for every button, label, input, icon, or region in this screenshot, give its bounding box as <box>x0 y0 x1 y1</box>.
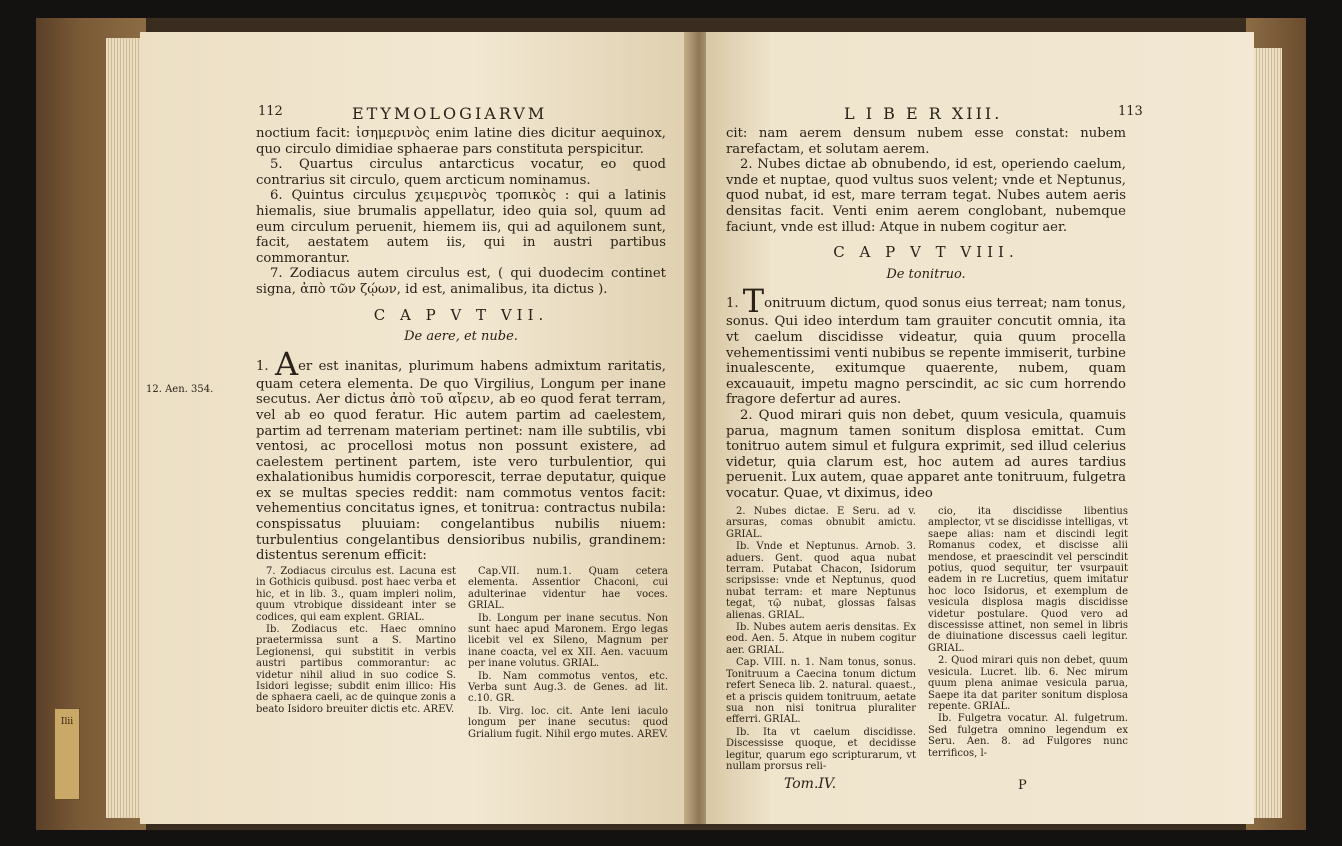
footnote: Ib. Zodiacus etc. Haec omnino praetermissa sunt a S. Martino Legionensi, qui substitit in verbis austri partibus commorantur: ac videtur nihil aliud in suo codice S. Isidori legisse; subdit enim illico: His de sphaera caeli, ac de quinque zonis a beato Isidoro breuiter dictis etc. AREV. <box>256 624 456 715</box>
left-page <box>140 32 688 824</box>
margin-reference: 12. Aen. 354. <box>146 384 214 395</box>
footnote: Ib. Ita vt caelum discidisse. Discessisse quoque, et decidisse legitur, quarum ego scripturarum, vt nullam prorsus reli- <box>726 726 916 772</box>
signature-volume: Tom.IV. <box>784 776 837 792</box>
footnote: cio, ita discidisse libentius amplector, vt se discidisse intelligas, vt saepe alias: nam et discindi legit Romanus codex, et discisse alii mendose, et praescindit vel perscindit potius, quod sequitur, ter vsurpauit eadem in re Lucretius, quem imitatur hoc loco Isidorus, et exemplum de vesicula displosa magis discidisse videtur postulare. Quod vero ad discessisse attinet, non semel in libris de diuinatione discessus caeli legitur. GRIAL. <box>928 506 1128 654</box>
chapter-subtitle: De tonitruo. <box>886 266 966 282</box>
running-head: ETYMOLOGIARVM <box>352 104 548 123</box>
right-page <box>706 32 1254 824</box>
paragraph: 5. Quartus circulus antarcticus vocatur, eo quod contrarius sit circulo, quem arcticum nominamus. <box>256 157 666 188</box>
page-number: 113 <box>1118 104 1143 119</box>
left-footnotes <box>256 566 668 806</box>
chapter-text: onitruum dictum, quod sonus eius terreat; nam tonus, sonus. Qui ideo interdum tam grauiter concutit omnia, ita vt caelum discidisse videatur, quia quum procella vehementissimi venti nubibus se repente immiserit, turbine inualescente, exitumque quaerente, nubem, quam excauauit, impetu magno perscindit, ac sic cum horrendo fragore defertur ad aures. <box>726 296 1126 408</box>
footnote: 2. Nubes dictae. E Seru. ad v. arsuras, comas obnubit amictu. GRIAL. <box>726 506 916 540</box>
footnote: 2. Quod mirari quis non debet, quum vesicula. Lucret. lib. 6. Nec mirum quum plena animae vesicula parua, Saepe ita dat pariter sonitum displosa repente. GRIAL. <box>928 655 1128 712</box>
chapter-text: er est inanitas, plurimum habens admixtum raritatis, quam cetera elementa. De quo Virgilius, Longum per inane secutus. Aer dictus ἀπὸ τοῦ αἴρειν, ab eo quod ferat terram, vel ab eo quod feratur. Hic autem partim ad caelestem, partim ad terrenam materiam pertinet: nam ille subtilis, vbi ventosi, ac procellosi motus non possunt existere, ad caelestem pertinent partem, iste vero turbulentior, qui exhalationibus humidis corporescit, terrae deputatur, quique ex se multas species reddit: nam commotus ventos facit: vehementius concitatus ignes, et tonitrua: contractus nubila: conspissatus pluuiam: congelantibus nubilis niuem: turbulentius congelantibus densioribus nubilis, grandinem: distentus serenum efficit: <box>256 358 666 564</box>
paragraph: 6. Quintus circulus χειμερινὸς τροπικὸς : qui a latinis hiemalis, siue brumalis appellatur, ideo quia sol, quum ad eum circulum peruenit, hiemem iis, qui ad aquilonem sunt, facit, aestatem autem iis, qui in austri partibus commorantur. <box>256 188 666 266</box>
page-number: 112 <box>258 104 283 119</box>
footnote-column-2 <box>928 506 1128 760</box>
drop-cap: T <box>742 282 765 321</box>
footnote: Ib. Virg. loc. cit. Ante leni iaculo longum per inane secutus: quod Grialium fugit. Nihil ergo mutes. AREV. <box>468 705 668 740</box>
paragraph: cit: nam aerem densum nubem esse constat: nubem rarefactam, et solutam aerem. <box>726 126 1126 157</box>
paragraph: 2. Nubes dictae ab obnubendo, id est, operiendo caelum, vnde et nuptae, quod vultus suos velent; vnde et Neptunus, quod nubat, id est, mare terram tegat. Nubes autem aeris densitas facit. Venti enim aerem conglobant, nubemque faciunt, vnde est illud: Atque in nubem cogitur aer. <box>726 157 1126 235</box>
paragraph: noctium facit: ἰσημερινὸς enim latine dies dicitur aequinox, quo circulo dimidiae sphaerae pars constituta perspicitur. <box>256 126 666 157</box>
footnote: 7. Zodiacus circulus est. Lacuna est in Gothicis quibusd. post haec verba et hic, et in lib. 3., quam impleri nolim, quum vtrobique dissideant inter se codices, qui eam explent. GRIAL. <box>256 566 456 623</box>
chapter-subtitle: De aere, et nube. <box>404 329 518 345</box>
footnote: Ib. Longum per inane secutus. Non sunt haec apud Maronem. Ergo legas licebit vel ex Sileno, Magnum per inane coacta, vel ex XII. Aen. vacuum per inane volutus. GRIAL. <box>468 612 668 670</box>
footnote: Ib. Fulgetra vocatur. Al. fulgetrum. Sed fulgetra omnino legendum ex Seru. Aen. 8. ad Fulgores nunc terrificos, l- <box>928 713 1128 759</box>
chapter-title: C A P V T VII. <box>373 305 549 324</box>
running-head: L I B E R XIII. <box>844 104 1003 123</box>
chapter-paragraph <box>726 282 1126 408</box>
footnote: Cap.VII. num.1. Quam cetera elementa. Assentior Chaconi, cui adulterinae videntur hae voces. GRIAL. <box>468 566 668 612</box>
footnote-column-1 <box>726 506 916 773</box>
footnote-column-1 <box>256 566 456 716</box>
paragraph-number: 1. <box>726 296 739 312</box>
chapter-paragraph <box>256 344 666 564</box>
right-main-text <box>726 126 1126 501</box>
left-main-text <box>256 126 666 564</box>
footnote: Ib. Nam commotus ventos, etc. Verba sunt Aug.3. de Genes. ad lit. c.10. GR. <box>468 670 668 705</box>
drop-cap: A <box>275 344 299 383</box>
chapter-title: C A P V T VIII. <box>833 243 1019 262</box>
right-footnotes <box>726 506 1128 776</box>
footnote: Ib. Nubes autem aeris densitas. Ex eod. Aen. 5. Atque in nubem cogitur aer. GRIAL. <box>726 622 916 656</box>
footnote-column-2 <box>468 566 668 741</box>
paragraph: 7. Zodiacus autem circulus est, ( qui duodecim continet signa, ἀπὸ τῶν ζῴων, id est, animalibus, ita dictus ). <box>256 266 666 297</box>
footnote: Ib. Vnde et Neptunus. Arnob. 3. aduers. Gent. quod aqua nubat terram. Putabat Chacon, Isidorum scripsisse: vnde et Neptunus, quod nubat terram: et mare Neptunus tegat, τῷ nubat, glossas falsas alienas. GRIAL. <box>726 541 916 621</box>
footnote: Cap. VIII. n. 1. Nam tonus, sonus. Tonitruum a Caecina tonum dictum refert Seneca lib. 2. natural. quaest., et a priscis quidem tonitruum, aetate sua non nisi tonitrua pluraliter efferri. GRIAL. <box>726 657 916 726</box>
paragraph: 2. Quod mirari quis non debet, quum vesicula, quamuis parua, magnum tamen sonitum displosa emittat. Cum tonitruo autem simul et fulgura exprimit, sed illud celerius videtur, quia clarum est, hoc autem ad aures tardius peruenit. Lux autem, quae apparet ante tonitruum, fulgetra vocatur. Quae, vt diximus, ideo <box>726 407 1126 501</box>
paragraph-number: 1. <box>256 358 269 374</box>
open-book <box>36 18 1306 830</box>
spine-label <box>54 708 80 800</box>
signature-letter: P <box>1018 778 1027 793</box>
spine-label-text: Ilii <box>60 717 74 727</box>
